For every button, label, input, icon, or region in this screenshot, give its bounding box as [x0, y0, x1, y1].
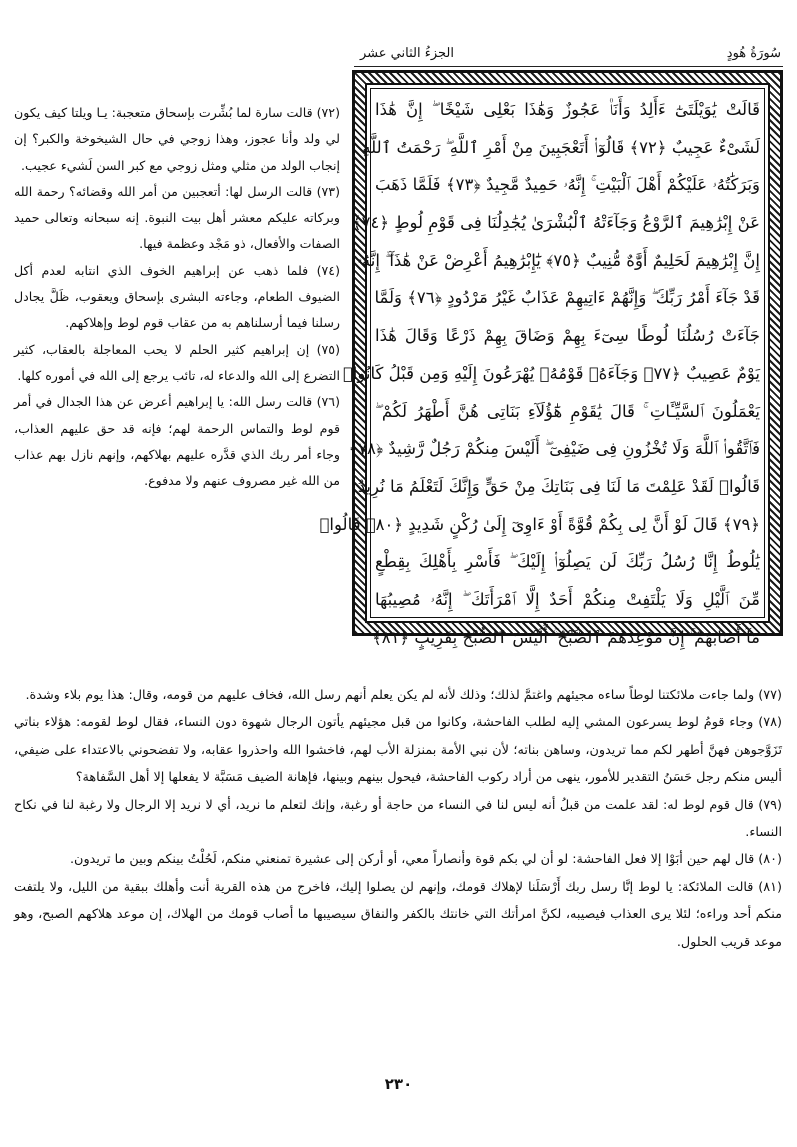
tafsir-full-width-column: [14, 682, 782, 956]
tafsir-note: (٧٨) وجاء قومُ لوط يسرعون المشي إليه لطلب الفاحشة، وكانوا من قبل مجيئهم يأتون الرجال شهوة دون النساء، فقال لوط لقومه: هؤلاء بناتي تَزَوَّجوهن فهنَّ أطهر لكم مما تريدون، وساهن بناته؛ لأن نبي الأمة بمنزلة الأب لهم، فاخشوا الله واحذروا عقابه، ولا تفضحوني بالاعتداء على ضيفي، أليس منكم رجل حَسَنُ التقدير للأمور، ينهى من أراد ركوب الفاحشة، فيحول بينهم وبينها، فإهانة الضيف مَسَبَّة لا يفعلها إلا أهل السَّفاهة؟: [14, 715, 782, 786]
tafsir-side-column: [14, 100, 340, 494]
tafsir-note: (٧٦) قالت رسل الله: يا إبراهيم أعرض عن هذا الجدال في أمر قوم لوط والتماس الرحمة لهم؛ فإنه قد حق عليهم العذاب، وجاء أمر ربك الذي قدَّره عليهم بهلاكهم، وإنهم نازل بهم عذاب من الله غير مصروف عنهم ولا مدفوع.: [14, 394, 340, 489]
quran-line: عَنْ إِبْرَٰهِيمَ ٱلرَّوْعُ وَجَآءَتْهُ ٱلْبُشْرَىٰ يُجَٰدِلُنَا فِى قَوْمِ لُوطٍ ﴿٧٤﴾: [351, 213, 760, 233]
quran-text-frame: [319, 70, 783, 647]
quran-line: مِّنَ ٱلَّيْلِ وَلَا يَلْتَفِتْ مِنكُمْ أَحَدٌ إِلَّا ٱمْرَأَتَكَ ۖ إِنَّهُۥ مُصِيبُهَا: [375, 589, 760, 609]
tafsir-note: (٧٥) إن إبراهيم كثير الحلم لا يحب المعاجلة بالعقاب، كثير التضرع إلى الله والدعاء له، تائب يرجع إلى الله في أموره كلها.: [14, 341, 340, 383]
tafsir-note: (٧٣) قالت الرسل لها: أتعجبين من أمر الله وقضائه؟ رحمة الله وبركاته عليكم معشر أهل بيت النبوة. إنه سبحانه وتعالى حميد الصفات والأفعال، ذو مَجْد وعظمة فيها.: [14, 183, 340, 252]
tafsir-note: (٧٤) فلما ذهب عن إبراهيم الخوف الذي انتابه لعدم أكل الضيوف الطعام، وجاءته البشرى بإسحاق ويعقوب، ظَلَّ يجادل رسلنا فيما أرسلناهم به من عقاب قوم لوط وإهلاكهم.: [14, 262, 340, 331]
quran-text-panel: [319, 83, 770, 647]
quran-line: يَعْمَلُونَ ٱلسَّيِّـَٔاتِ ۚ قَالَ يَٰقَوْمِ هَٰٓؤُلَآءِ بَنَاتِى هُنَّ أَطْهَرُ لَكُمْ ۖ: [375, 401, 760, 421]
quran-line: فَٱتَّقُوا۟ ٱللَّهَ وَلَا تُخْزُونِ فِى ضَيْفِىٓ ۖ أَلَيْسَ مِنكُمْ رَجُلٌ رَّشِيدٌ ﴿٧٨﴾: [348, 439, 760, 459]
quran-line: قَدْ جَآءَ أَمْرُ رَبِّكَ ۖ وَإِنَّهُمْ ءَاتِيهِمْ عَذَابٌ غَيْرُ مَرْدُودٍ ﴿٧٦﴾ وَلَمَّا: [374, 288, 760, 308]
quran-line: جَآءَتْ رُسُلُنَا لُوطًا سِىٓءَ بِهِمْ وَضَاقَ بِهِمْ ذَرْعًا وَقَالَ هَٰذَا: [375, 326, 760, 346]
surah-header: سُورَةُ هُودٍ: [726, 46, 781, 61]
tafsir-note: (٧٧) ولما جاءت ملائكتنا لوطاً ساءه مجيئهم واغتمَّ لذلك؛ وذلك لأنه لم يكن يعلم أنهم رسل الله، فخاف عليهم من قومه، وقال: هذا يوم بلاء وشدة.: [25, 688, 782, 703]
quran-line: لَشَىْءٌ عَجِيبٌ ﴿٧٢﴾ قَالُوٓا۟ أَتَعْجَبِينَ مِنْ أَمْرِ ٱللَّهِ ۖ رَحْمَتُ ٱللَّهِ: [362, 137, 760, 157]
tafsir-note: (٧٢) قالت سارة لما بُشِّرت بإسحاق متعجبة: يـا ويلتا كيف يكون لي ولد وأنا عجوز، وهذا زوجي في حال الشيخوخة والكبر؟ إن إنجاب الولد من مثلي ومثل زوجي مع كبر السن لَشيء عجيب.: [14, 105, 340, 173]
quran-line: ﴿٧٩﴾ قَالَ لَوْ أَنَّ لِى بِكُمْ قُوَّةً أَوْ ءَاوِىٓ إِلَىٰ رُكْنٍ شَدِيدٍ ﴿٨٠﴾ قَالُوا۟: [319, 514, 760, 534]
page-number: ٢٣٠: [384, 1075, 413, 1093]
tafsir-note: (٨١) قالت الملائكة: يا لوط إنَّا رسل ربك أَرْسَلَنا لإهلاك قومك، وإنهم لن يصلوا إليك، فاخرج من هذه القرية أنت وأهلك ببقية من الليل، ولا يلتفت منكم أحد وراءه؛ لئلا يرى العذاب فيصيبه، لكنَّ امرأتك التي خانتك بالكفر والنفاق سيصيبها ما أصاب قومك من الهلاك، إن موعد هلاكهم الصبح، وهو موعد قريب الحلول.: [14, 879, 782, 950]
quran-line: إِنَّ إِبْرَٰهِيمَ لَحَلِيمٌ أَوَّٰهٌ مُّنِيبٌ ﴿٧٥﴾ يَٰٓإِبْرَٰهِيمُ أَعْرِضْ عَنْ هَٰذَآ ۖ إِنَّهُۥ: [357, 250, 760, 270]
quran-line: قَالُوا۟ لَقَدْ عَلِمْتَ مَا لَنَا فِى بَنَاتِكَ مِنْ حَقٍّ وَإِنَّكَ لَتَعْلَمُ مَا نُرِيدُ: [357, 476, 760, 496]
quran-line: يَٰلُوطُ إِنَّا رُسُلُ رَبِّكَ لَن يَصِلُوٓا۟ إِلَيْكَ ۖ فَأَسْرِ بِأَهْلِكَ بِقِطْعٍ: [375, 552, 760, 572]
quran-line: وَبَرَكَٰتُهُۥ عَلَيْكُمْ أَهْلَ ٱلْبَيْتِ ۚ إِنَّهُۥ حَمِيدٌ مَّجِيدٌ ﴿٧٣﴾ فَلَمَّا ذَهَبَ: [375, 175, 761, 195]
quran-line: قَالَتْ يَٰوَيْلَتَىٰٓ ءَأَلِدُ وَأَنَا۠ عَجُوزٌ وَهَٰذَا بَعْلِى شَيْخًا ۖ إِنَّ هَٰذَا: [375, 100, 760, 119]
quran-line: يَوْمٌ عَصِيبٌ ﴿٧٧﴾ وَجَآءَهُۥ قَوْمُهُۥ يُهْرَعُونَ إِلَيْهِ وَمِن قَبْلُ كَانُوا۟: [342, 363, 760, 383]
header-rule: [354, 66, 783, 67]
tafsir-note: (٨٠) قال لهم حين أبَوْا إلا فعل الفاحشة: لو أن لي بكم قوة وأنصاراً معي، أو أركن إلى عشيرة تمنعني منكم، لَحُلْتُ بينكم وبين ما تريدون.: [69, 852, 782, 868]
tafsir-note: (٧٩) قال قوم لوط له: لقد علمت من قبلُ أنه ليس لنا في النساء من حاجة أو رغبة، وإنك لتعلم ما نريد، أي لا نريد إلا الرجال ولا رغبة لنا في نكاح النساء.: [14, 797, 782, 841]
juz-header: الجزءُ الثاني عشر: [360, 46, 454, 61]
quran-lines: [319, 91, 761, 647]
quran-line: مَآ أَصَابَهُمْ ۚ إِنَّ مَوْعِدَهُمُ ٱلصُّبْحُ ۚ أَلَيْسَ ٱلصُّبْحُ بِقَرِيبٍ ﴿٨١﴾: [372, 627, 760, 647]
